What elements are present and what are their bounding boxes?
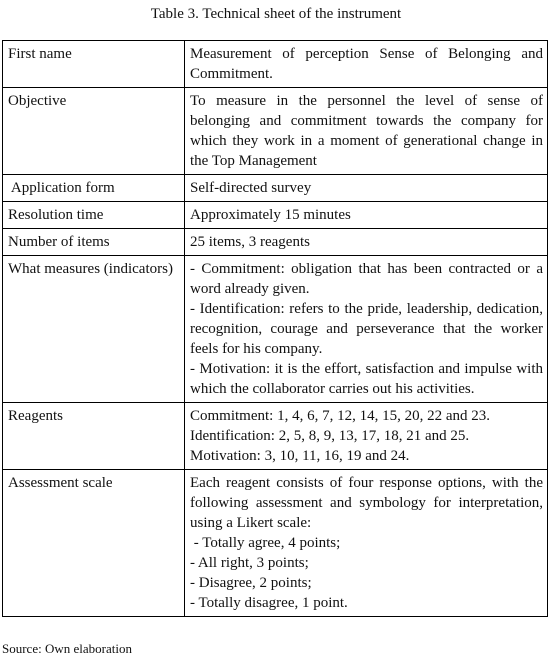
value-line: - Commitment: obligation that has been contracted or a word already given.	[190, 261, 543, 297]
technical-sheet-table	[2, 40, 548, 617]
value-line: Commitment: 1, 4, 6, 7, 12, 14, 15, 20, 22 and 23.	[190, 408, 490, 424]
value-line: 25 items, 3 reagents	[190, 234, 310, 250]
row-label: What measures (indicators)	[3, 256, 185, 403]
value-line: Approximately 15 minutes	[190, 207, 351, 223]
row-value	[185, 229, 548, 256]
value-line: - Disagree, 2 points;	[190, 575, 312, 591]
row-value	[185, 88, 548, 175]
value-line: Motivation: 3, 10, 11, 16, 19 and 24.	[190, 448, 410, 464]
row-label: Objective	[3, 88, 185, 175]
row-label: Reagents	[3, 403, 185, 470]
value-line: Each reagent consists of four response options, with the following assessment and symbology for interpretation, using a Likert scale:	[190, 475, 543, 531]
source-note: Source: Own elaboration	[2, 641, 132, 656]
row-label: Assessment scale	[3, 470, 185, 617]
table-caption: Table 3. Technical sheet of the instrument	[150, 6, 402, 22]
table-row	[3, 256, 548, 403]
value-line: Measurement of perception Sense of Belonging and Commitment.	[190, 46, 543, 82]
table-row	[3, 175, 548, 202]
value-line: - Motivation: it is the effort, satisfaction and impulse with which the collaborator carries out his activities.	[190, 361, 543, 397]
value-line: - Identification: refers to the pride, leadership, dedication, recognition, courage and perseverance that the worker feels for his company.	[190, 301, 543, 357]
table-row	[3, 202, 548, 229]
table-row	[3, 229, 548, 256]
table-row	[3, 403, 548, 470]
table-row	[3, 470, 548, 617]
value-line: Identification: 2, 5, 8, 9, 13, 17, 18, 21 and 25.	[190, 428, 470, 444]
row-label: Number of items	[3, 229, 185, 256]
row-label: Application form	[3, 175, 185, 202]
value-line: To measure in the personnel the level of sense of belonging and commitment towards the company for which they work in a moment of generational change in the Top Management	[190, 93, 543, 169]
row-value	[185, 202, 548, 229]
row-label: Resolution time	[3, 202, 185, 229]
table-row	[3, 88, 548, 175]
row-value	[185, 175, 548, 202]
table-row	[3, 41, 548, 88]
value-line: Self-directed survey	[190, 180, 312, 196]
row-value	[185, 256, 548, 403]
value-line: - Totally agree, 4 points;	[190, 535, 341, 551]
value-line: - Totally disagree, 1 point.	[190, 595, 348, 611]
row-label: First name	[3, 41, 185, 88]
row-value	[185, 470, 548, 617]
value-line: - All right, 3 points;	[190, 555, 309, 571]
row-value	[185, 403, 548, 470]
row-value	[185, 41, 548, 88]
